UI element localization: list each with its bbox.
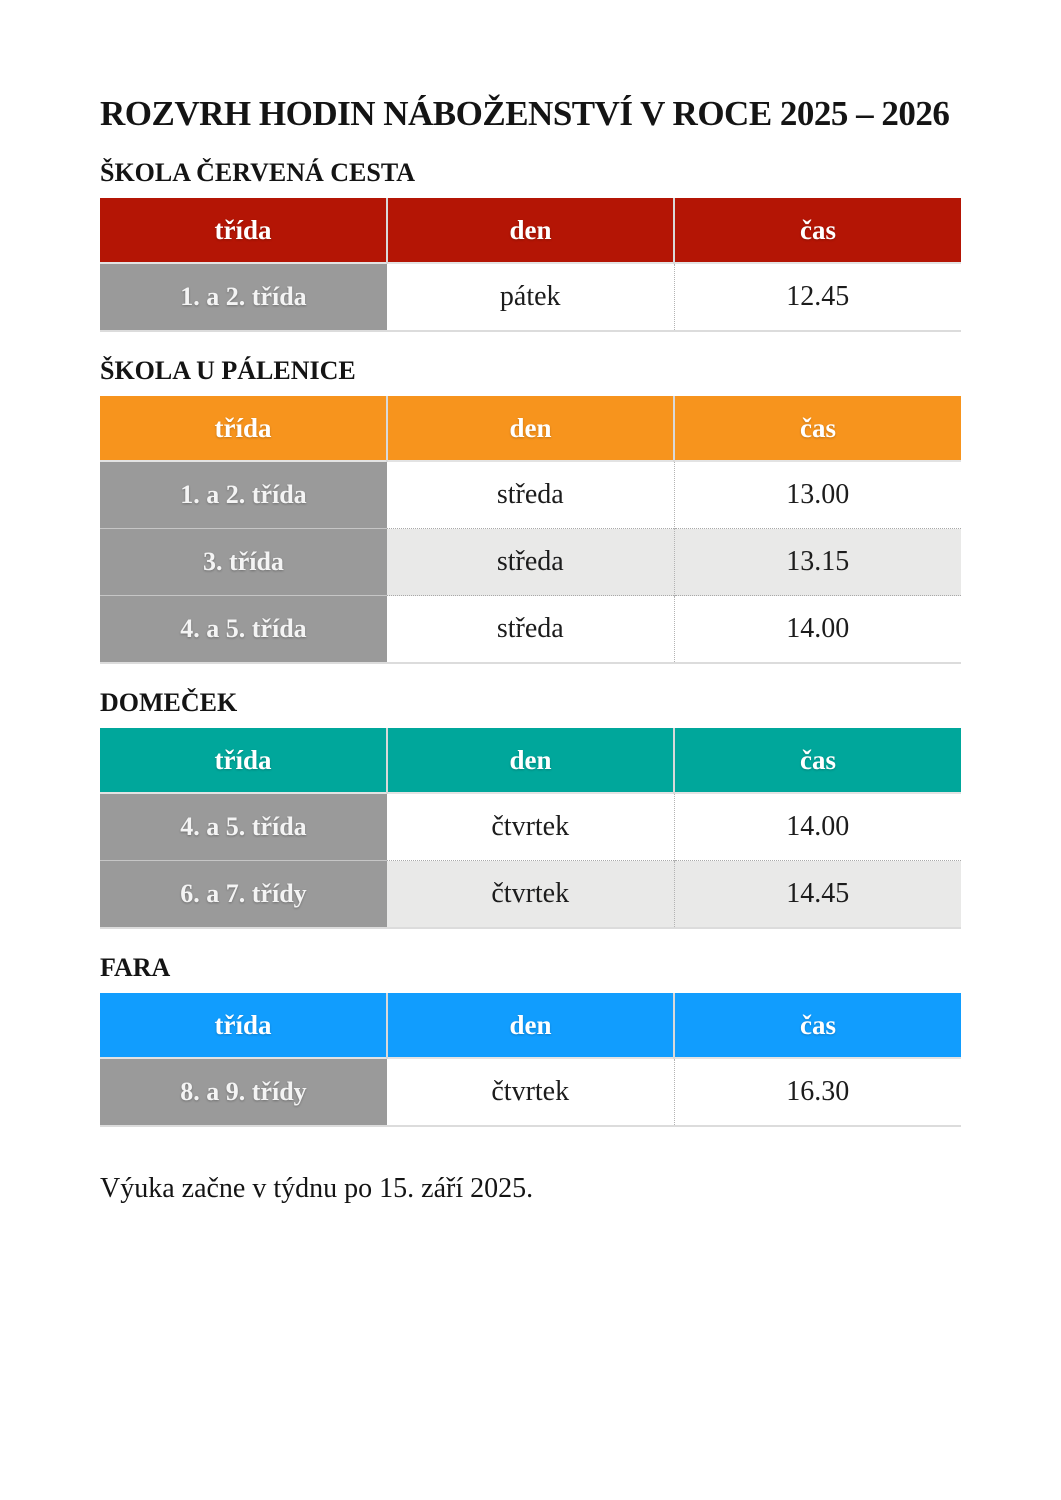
class-cell: 4. a 5. třída [100,596,387,664]
column-header-trida: třída [214,412,272,443]
time-cell: 14.00 [674,793,961,861]
footer-note: Výuka začne v týdnu po 15. září 2025. [100,1173,534,1204]
schedule-table [100,728,961,929]
column-header-den: den [387,993,674,1058]
column-header-cas: čas [674,993,961,1058]
table-header-row [100,396,961,461]
time-cell: 14.00 [674,596,961,664]
table-row [100,1058,961,1126]
table-row [100,861,961,929]
class-cell: 3. třída [100,529,387,596]
section-fara [100,953,961,1127]
schedule-table [100,198,961,332]
table-header-row [100,198,961,263]
column-header-den: den [387,198,674,263]
table-header-row [100,993,961,1058]
column-header-trida: třída [214,214,272,245]
table-header-row [100,728,961,793]
class-cell: 4. a 5. třída [100,793,387,861]
day-cell: čtvrtek [387,1058,674,1126]
time-cell: 14.45 [674,861,961,929]
time-cell: 13.15 [674,529,961,596]
table-row [100,596,961,664]
column-header-cas: čas [674,198,961,263]
table-row [100,461,961,529]
class-cell: 1. a 2. třída [100,461,387,529]
section-heading: FARA [100,953,171,982]
column-header-cas: čas [674,728,961,793]
schedule-table [100,993,961,1127]
section-skola-cervena-cesta [100,158,961,332]
schedule-table [100,396,961,664]
column-header-cas: čas [674,396,961,461]
column-header-den: den [387,728,674,793]
section-skola-u-palenice [100,356,961,664]
section-domecek [100,688,961,929]
class-cell: 1. a 2. třída [100,263,387,331]
time-cell: 12.45 [674,263,961,331]
day-cell: pátek [387,263,674,331]
column-header-den: den [387,396,674,461]
section-heading: ŠKOLA U PÁLENICE [100,356,356,385]
section-heading: ŠKOLA ČERVENÁ CESTA [100,158,416,187]
day-cell: čtvrtek [387,793,674,861]
column-header-trida: třída [214,744,272,775]
day-cell: čtvrtek [387,861,674,929]
table-row [100,793,961,861]
table-row [100,529,961,596]
day-cell: středa [387,461,674,529]
document-title: ROZVRH HODIN NÁBOŽENSTVÍ V ROCE 2025 – 2026 [100,94,950,133]
day-cell: středa [387,529,674,596]
time-cell: 13.00 [674,461,961,529]
day-cell: středa [387,596,674,664]
class-cell: 6. a 7. třídy [100,861,387,929]
class-cell: 8. a 9. třídy [100,1058,387,1126]
column-header-trida: třída [214,1009,272,1040]
time-cell: 16.30 [674,1058,961,1126]
table-row [100,263,961,331]
section-heading: DOMEČEK [100,688,238,717]
